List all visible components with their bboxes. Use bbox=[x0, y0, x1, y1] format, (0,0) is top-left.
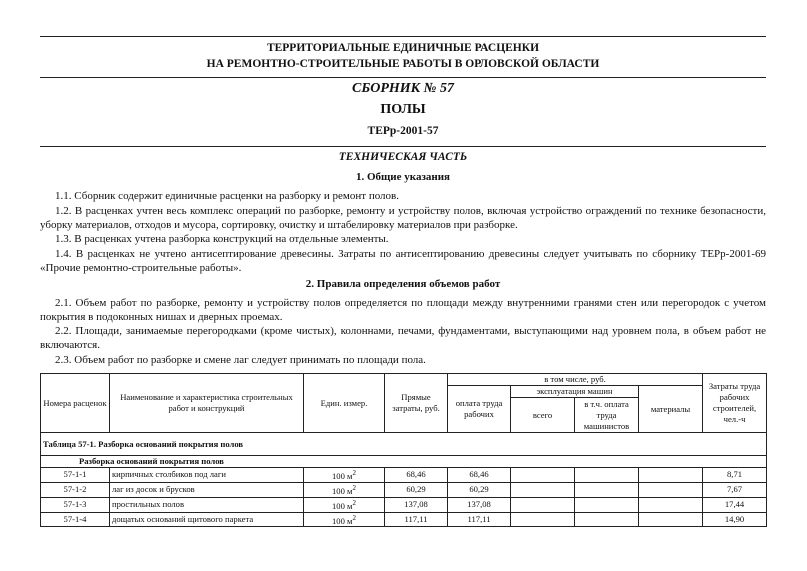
divider bbox=[40, 36, 766, 37]
table-row bbox=[41, 512, 767, 527]
table-row bbox=[41, 497, 767, 512]
cell-materials bbox=[639, 482, 703, 497]
header-labor: Затраты труда рабочих строителей, чел.-ч bbox=[703, 374, 767, 433]
cell-direct: 60,29 bbox=[385, 482, 448, 497]
header-machines: эксплуатация машин bbox=[511, 386, 639, 398]
cell-machines bbox=[511, 468, 575, 483]
paragraph-2-1: 2.1. Объем работ по разборке, ремонту и устройству полов определяется по площади между внутренними гранями стен или перегородок с учетом покрытия в подоконных нишах и дверных проемах. bbox=[40, 297, 766, 324]
cell-code: 57-1-1 bbox=[41, 468, 110, 483]
cell-name: кирпичных столбиков под лаги bbox=[110, 468, 304, 483]
section-1-title: 1. Общие указания bbox=[355, 171, 451, 183]
document-code: ТЕРр-2001-57 bbox=[367, 125, 439, 137]
cell-machines bbox=[511, 512, 575, 527]
cell-materials bbox=[639, 512, 703, 527]
cell-labor: 8,71 bbox=[703, 468, 767, 483]
divider bbox=[40, 77, 766, 78]
cell-machines bbox=[511, 497, 575, 512]
cell-machinists bbox=[575, 468, 639, 483]
rates-table bbox=[40, 373, 767, 527]
part-title: ТЕХНИЧЕСКАЯ ЧАСТЬ bbox=[338, 151, 468, 163]
paragraph-1-3: 1.3. В расценках учтена разборка конструкций на отдельные элементы. bbox=[55, 233, 389, 245]
cell-labor-pay: 68,46 bbox=[448, 468, 511, 483]
section-2-title: 2. Правила определения объемов работ bbox=[305, 278, 501, 290]
cell-unit: 100 $м^2$ bbox=[304, 512, 385, 527]
header-line-2: НА РЕМОНТНО-СТРОИТЕЛЬНЫЕ РАБОТЫ В ОРЛОВСКОЙ ОБЛАСТИ bbox=[206, 57, 600, 70]
topic-title: ПОЛЫ bbox=[380, 102, 426, 117]
table-row bbox=[41, 468, 767, 483]
paragraph-1-2: 1.2. В расценках учтен весь комплекс операций по разборке, ремонту и устройству полов, включая устройство ограждений по технике безопасности, уборку материалов, отходов и мусора, сортировку, очистку и штабелировку материалов при разборке. bbox=[40, 205, 766, 232]
header-line-1: ТЕРРИТОРИАЛЬНЫЕ ЕДИНИЧНЫЕ РАСЦЕНКИ bbox=[266, 42, 540, 54]
cell-unit: 100 $м^2$ bbox=[304, 482, 385, 497]
cell-machinists bbox=[575, 482, 639, 497]
cell-direct: 137,08 bbox=[385, 497, 448, 512]
cell-code: 57-1-3 bbox=[41, 497, 110, 512]
header-including: в том числе, руб. bbox=[448, 374, 703, 386]
header-name: Наименование и характеристика строительных работ и конструкций bbox=[110, 374, 304, 433]
cell-direct: 68,46 bbox=[385, 468, 448, 483]
header-materials: материалы bbox=[639, 386, 703, 433]
paragraph-1-4: 1.4. В расценках не учтено антисептирование древесины. Затраты по антисептированию древесины следует учитывать по сборнику ТЕРр-2001-69 «Прочие ремонтно-строительные работы». bbox=[40, 248, 766, 275]
cell-materials bbox=[639, 497, 703, 512]
header-machines-total: всего bbox=[511, 398, 575, 433]
paragraph-2-2: 2.2. Площади, занимаемые перегородками (кроме чистых), колоннами, печами, фундаментами, выступающими над уровнем пола, в объем работ не включаются. bbox=[40, 325, 766, 352]
cell-code: 57-1-2 bbox=[41, 482, 110, 497]
cell-labor-pay: 137,08 bbox=[448, 497, 511, 512]
paragraph-1-1: 1.1. Сборник содержит единичные расценки на разборку и ремонт полов. bbox=[55, 190, 399, 202]
cell-unit: 100 $м^2$ bbox=[304, 468, 385, 483]
header-labor-pay: оплата труда рабочих bbox=[448, 386, 511, 433]
cell-machinists bbox=[575, 512, 639, 527]
divider bbox=[40, 146, 766, 147]
cell-direct: 117,11 bbox=[385, 512, 448, 527]
cell-code: 57-1-4 bbox=[41, 512, 110, 527]
cell-labor-pay: 117,11 bbox=[448, 512, 511, 527]
collection-title: СБОРНИК № 57 bbox=[352, 81, 454, 96]
table-title: Таблица 57-1. Разборка оснований покрытия полов bbox=[41, 433, 767, 456]
cell-name: простильных полов bbox=[110, 497, 304, 512]
paragraph-2-3: 2.3. Объем работ по разборке и смене лаг следует принимать по площади пола. bbox=[55, 354, 426, 366]
cell-machines bbox=[511, 482, 575, 497]
cell-materials bbox=[639, 468, 703, 483]
cell-name: лаг из досок и брусков bbox=[110, 482, 304, 497]
cell-labor: 7,67 bbox=[703, 482, 767, 497]
cell-labor: 17,44 bbox=[703, 497, 767, 512]
group-title: Разборка оснований покрытия полов bbox=[41, 456, 767, 468]
cell-name: дощатых оснований щитового паркета bbox=[110, 512, 304, 527]
header-direct: Прямые затраты, руб. bbox=[385, 374, 448, 433]
table-row bbox=[41, 482, 767, 497]
cell-labor-pay: 60,29 bbox=[448, 482, 511, 497]
header-code: Номера расценок bbox=[41, 374, 110, 433]
document-header bbox=[40, 41, 766, 72]
cell-machinists bbox=[575, 497, 639, 512]
header-unit: Един. измер. bbox=[304, 374, 385, 433]
header-machinists: в т.ч. оплата труда машинистов bbox=[575, 398, 639, 433]
cell-labor: 14,90 bbox=[703, 512, 767, 527]
cell-unit: 100 $м^2$ bbox=[304, 497, 385, 512]
